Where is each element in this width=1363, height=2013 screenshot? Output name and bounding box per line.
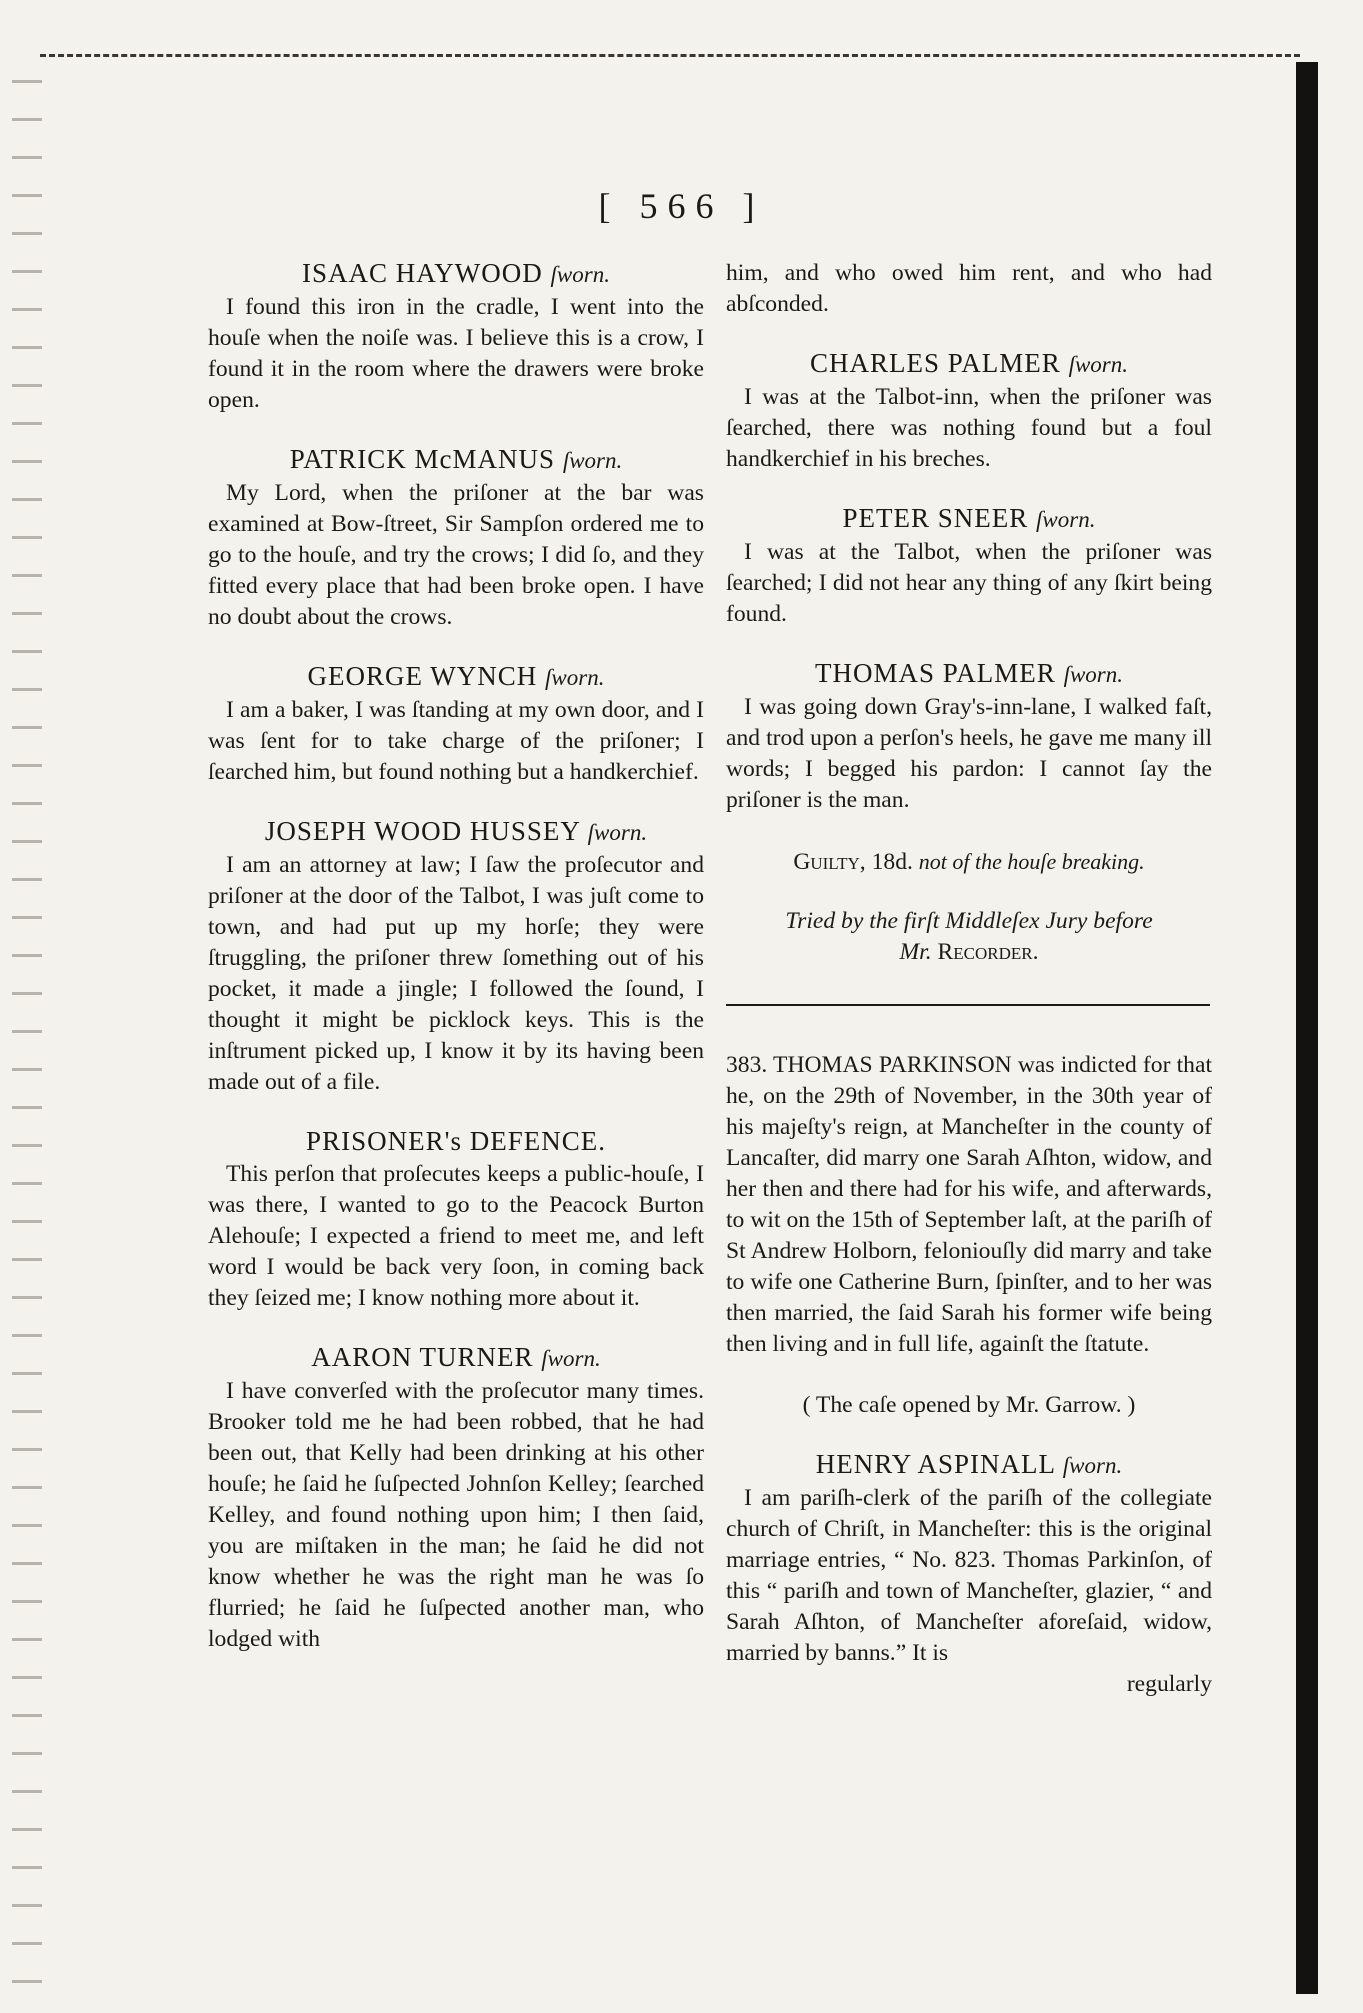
witness-name: THOMAS PALMER <box>815 658 1056 688</box>
testimony-text: I was going down Gray's-inn-lane, I walked faſt, and trod upon a perſon's heels, he gave me many ill words; I begged his pardon: I cannot ſay the priſoner is the man. <box>726 694 1212 813</box>
witness-heading <box>726 658 1212 690</box>
testimony-text: My Lord, when the priſoner at the bar was examined at Bow-ſtreet, Sir Sampſon ordered me to go to the houſe, and try the crows; I did ſo, and they fitted every place that had been broke open. I have no doubt about the crows. <box>208 480 704 630</box>
sworn-label: ſworn. <box>550 262 610 287</box>
binding-edge <box>12 80 42 2000</box>
testimony-text: I found this iron in the cradle, I went into the houſe when the noiſe was. I believe this is a crow, I found it in the room where the drawers were broke open. <box>208 294 704 413</box>
witness-heading <box>726 1449 1212 1481</box>
testimony-text: I have converſed with the proſecutor many times. Brooker told me he had been robbed, that he had been out, that Kelly had been drinking at his other houſe; he ſaid he ſuſpected Johnſon Kelley; ſearched Kelley, and found nothing upon him; I then ſaid, you are miſtaken in the man; he ſaid he did not know whether he was the right man he was ſo flurried; he ſaid he ſuſpected another man, who lodged with <box>208 1378 704 1652</box>
left-column <box>208 258 704 1655</box>
trial-line-1: Tried by the firſt Middleſex Jury before <box>785 908 1153 934</box>
testimony-text: I was at the Talbot, when the priſoner was ſearched; I did not hear any thing of any ſkirt being found. <box>726 539 1212 627</box>
continuation-text: him, and who owed him rent, and who had abſconded. <box>726 260 1212 317</box>
sworn-label: ſworn. <box>562 448 623 473</box>
verdict <box>726 846 1212 878</box>
sworn-label: ſworn. <box>587 820 648 845</box>
defence-title: PRISONER's DEFENCE. <box>306 1126 606 1156</box>
testimony-text: I am pariſh-clerk of the pariſh of the collegiate church of Chriſt, in Mancheſter: this is the original marriage entries, “ No. 823. Thomas Parkinſon, of this “ pariſh and town of Mancheſter, glazier, “ and Sarah Aſhton, of Mancheſter aforeſaid, widow, married by banns.” It is <box>726 1485 1212 1666</box>
defence-text: This perſon that proſecutes keeps a public-houſe, I was there, I wanted to go to the Peacock Burton Alehouſe; I expected a friend to meet me, and left word I would be back very ſoon, in coming back they ſeized me; I know nothing more about it. <box>208 1161 704 1311</box>
right-column <box>726 258 1212 1700</box>
sworn-label: ſworn. <box>1036 507 1096 532</box>
sworn-label: ſworn. <box>1063 662 1123 687</box>
trial-recorder: Recorder. <box>937 939 1039 965</box>
trial-mr: Mr. <box>899 939 932 965</box>
witness-name: PETER SNEER <box>842 503 1029 533</box>
witness-heading <box>726 503 1212 535</box>
top-rule <box>40 54 1300 57</box>
case-opened-note: ( The caſe opened by Mr. Garrow. ) <box>802 1392 1136 1418</box>
section-divider <box>726 1004 1210 1006</box>
catchword: regularly <box>1126 1671 1212 1697</box>
verdict-note: not of the houſe breaking. <box>918 849 1145 874</box>
testimony-text: I am a baker, I was ſtanding at my own door, and I was ſent for to take charge of the priſoner; I ſearched him, but found nothing but a handkerchief. <box>208 697 704 785</box>
witness-name: GEORGE WYNCH <box>307 661 538 691</box>
witness-name: JOSEPH WOOD HUSSEY <box>264 816 580 846</box>
verdict-guilty: Guilty, <box>793 849 866 875</box>
witness-heading <box>208 1342 704 1374</box>
trial-line-2 <box>726 937 1212 968</box>
page-number: [ 566 ] <box>598 186 765 226</box>
sworn-label: ſworn. <box>1062 1453 1123 1478</box>
testimony-text: I was at the Talbot-inn, when the priſoner was ſearched, there was nothing found but a foul handkerchief in his breches. <box>726 384 1212 472</box>
witness-heading <box>208 816 704 848</box>
witness-heading <box>726 348 1212 380</box>
witness-name: HENRY ASPINALL <box>815 1449 1056 1479</box>
witness-name: ISAAC HAYWOOD <box>302 258 543 288</box>
sworn-label: ſworn. <box>545 665 605 690</box>
testimony-text: I am an attorney at law; I ſaw the proſecutor and priſoner at the door of the Talbot, I was juſt come to town, and had put up my horſe; they were ſtruggling, the priſoner threw ſomething out of his pocket, it made a jingle; I followed the ſound, I thought it might be picklock keys. This is the inſtrument picked up, I know it by its having been made out of a file. <box>208 852 704 1095</box>
witness-name: PATRICK McMANUS <box>289 444 556 474</box>
defence-heading <box>208 1126 704 1157</box>
indictment-text: 383. THOMAS PARKINSON was indicted for that he, on the 29th of November, in the 30th year of his majeſty's reign, at Mancheſter in the county of Lancaſter, did marry one Sarah Aſhton, widow, and her then and there had for his wife, and afterwards, to wit on the 15th of September laſt, at the pariſh of St Andrew Holborn, feloniouſly did marry and take to wife one Catherine Burn, ſpinſter, and to her was then married, the ſaid Sarah his former wife being then living and in full life, againſt the ſtatute. <box>726 1052 1212 1357</box>
witness-heading <box>208 444 704 476</box>
verdict-amount: 18d. <box>871 849 913 875</box>
witness-heading <box>208 258 704 290</box>
trial-note <box>726 906 1212 968</box>
witness-name: CHARLES PALMER <box>810 348 1061 378</box>
witness-name: AARON TURNER <box>311 1342 534 1372</box>
scan-edge-bar <box>1296 62 1318 1994</box>
sworn-label: ſworn. <box>541 1346 601 1371</box>
sworn-label: ſworn. <box>1068 352 1128 377</box>
witness-heading <box>208 661 704 693</box>
